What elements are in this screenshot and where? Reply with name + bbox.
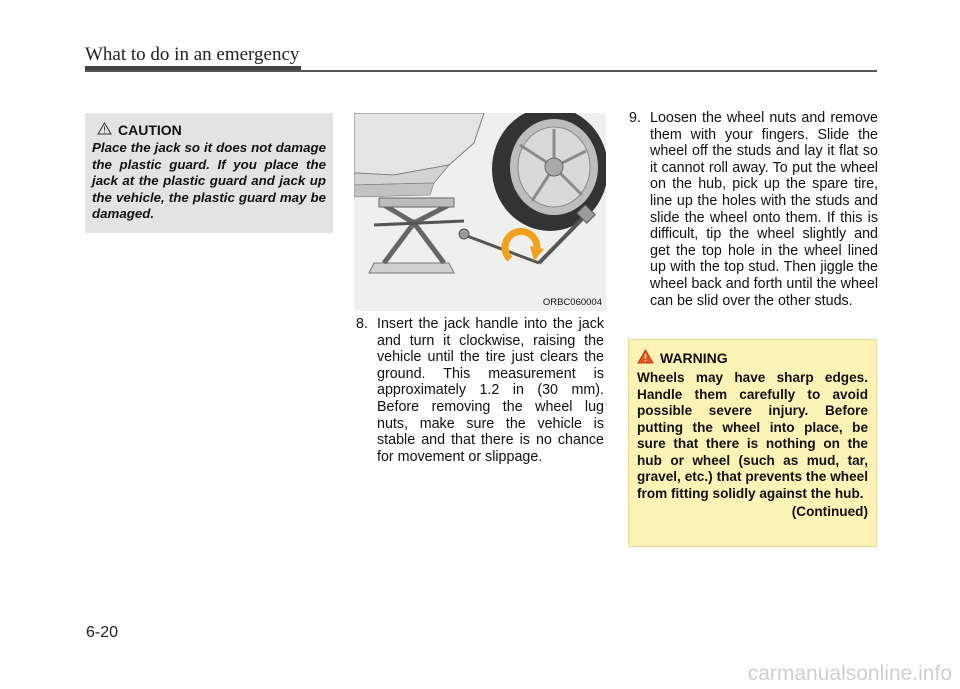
- step-number: 8.: [356, 316, 368, 332]
- warning-box: [628, 339, 877, 547]
- jack-handle-illustration: [354, 113, 606, 311]
- step-number: 9.: [629, 110, 641, 126]
- figure-code: ORBC060004: [542, 297, 602, 308]
- warning-heading-row: [637, 349, 868, 367]
- jack-illustration-graphic: [354, 113, 606, 311]
- caution-heading-row: [92, 122, 326, 138]
- caution-text: Place the jack so it does not damage the plastic guard. If you place the jack at the plastic guard and jack up the vehicle, the plastic guard may be damaged.: [92, 140, 326, 221]
- watermark: carmanualsonline.info: [747, 662, 952, 685]
- step-8: [356, 316, 604, 465]
- step-9: [629, 110, 878, 309]
- header-rule: [85, 70, 877, 72]
- step-text: Insert the jack handle into the jack and turn it clockwise, raising the vehicle until the tire just clears the ground. This measurement is approximately 1.2 in (30 mm). Before removing the wheel lug nuts, make sure the vehicle is stable and that there is no chance for movement or slippage.: [377, 316, 604, 465]
- warning-text: Wheels may have sharp edges. Handle them carefully to avoid possible severe injury. Before putting the wheel into place, be sure that there is nothing on the hub or wheel (such as mud, tar, gravel, etc.) that prevents the wheel from fitting solidly against the hub.: [637, 370, 868, 501]
- continued-label: (Continued): [791, 504, 868, 519]
- caution-heading: CAUTION: [118, 122, 182, 138]
- caution-triangle-icon: [97, 122, 112, 138]
- warning-heading: WARNING: [660, 350, 728, 366]
- caution-box: [85, 113, 333, 233]
- step-text: Loosen the wheel nuts and remove them with your fingers. Slide the wheel off the studs and lay it flat so it cannot roll away. To put the wheel on the hub, pick up the spare tire, line up the holes with the studs and slide the wheel onto them. If this is difficult, tip the wheel slightly and get the top hole in the wheel lined up with the top stud. Then jiggle the wheel back and forth until the wheel can be slid over the other studs.: [650, 110, 878, 309]
- warning-triangle-icon: [637, 349, 654, 367]
- section-title: What to do in an emergency: [85, 44, 300, 65]
- page-number: 6-20: [86, 624, 119, 641]
